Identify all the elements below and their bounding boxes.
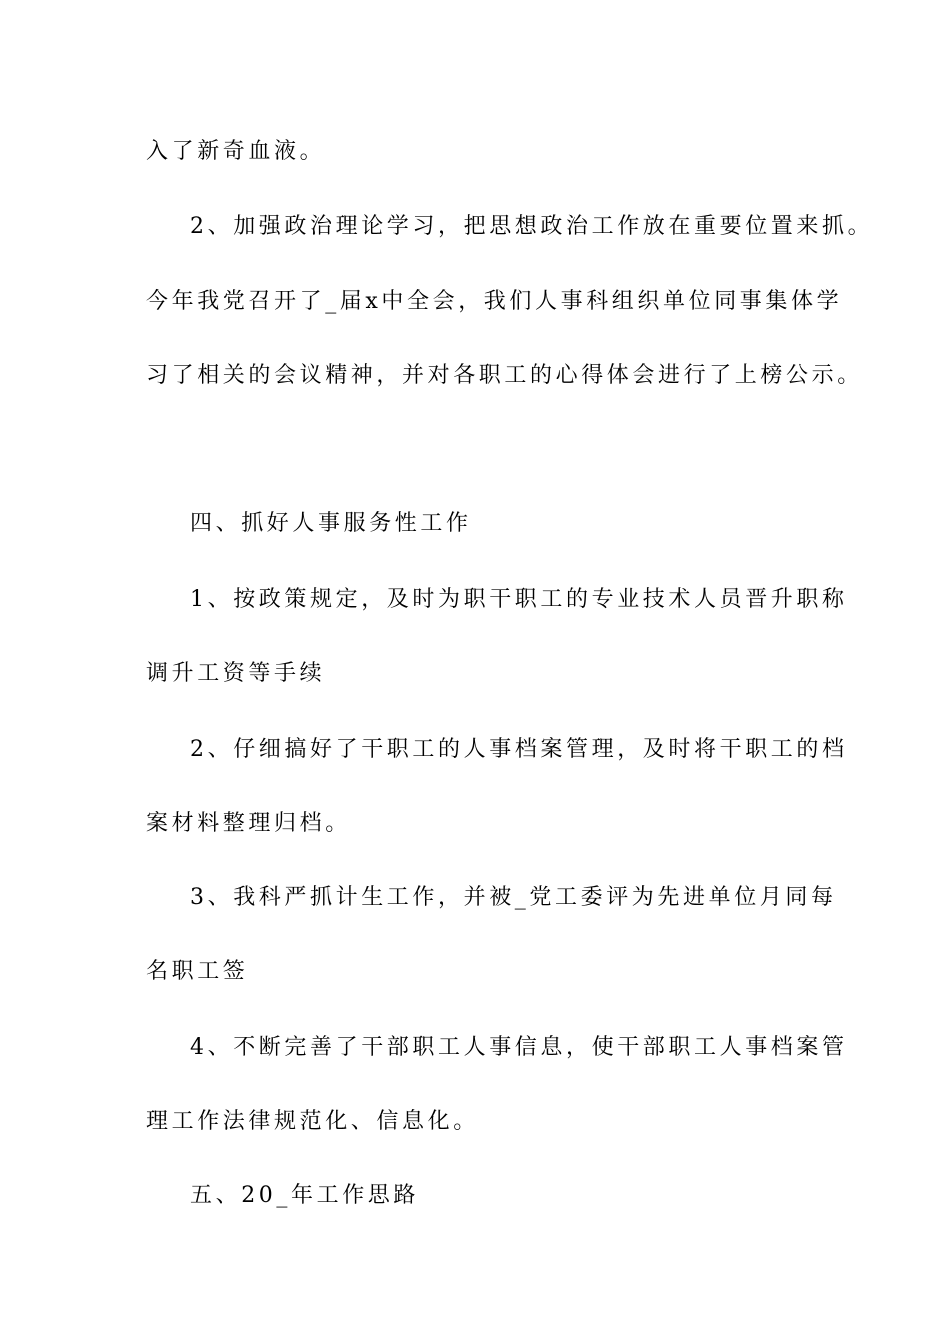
section-heading: 五、20_年工作思路 [190,1183,419,1208]
text-line: 入了新奇血液。 [146,139,326,164]
text-line: 调升工资等手续 [146,661,326,686]
text-line: 4、不断完善了干部职工人事信息，使干部职工人事档案管 [190,1035,848,1060]
text-line: 习了相关的会议精神，并对各职工的心得体会进行了上榜公示。 [146,363,863,388]
section-heading: 四、抓好人事服务性工作 [190,511,472,536]
text-line: 理工作法律规范化、信息化。 [146,1109,479,1134]
text-line: 今年我党召开了_届x中全会，我们人事科组织单位同事集体学 [146,289,843,314]
text-line: 案材料整理归档。 [146,811,351,836]
text-line: 3、我科严抓计生工作，并被_党工委评为先进单位月同每 [190,885,837,910]
text-line: 2、加强政治理论学习，把思想政治工作放在重要位置来抓。 [190,214,874,239]
text-line: 名职工签 [146,959,249,984]
text-line: 1、按政策规定，及时为职干职工的专业技术人员晋升职称 [190,587,848,612]
text-line: 2、仔细搞好了干职工的人事档案管理，及时将干职工的档 [190,737,848,762]
